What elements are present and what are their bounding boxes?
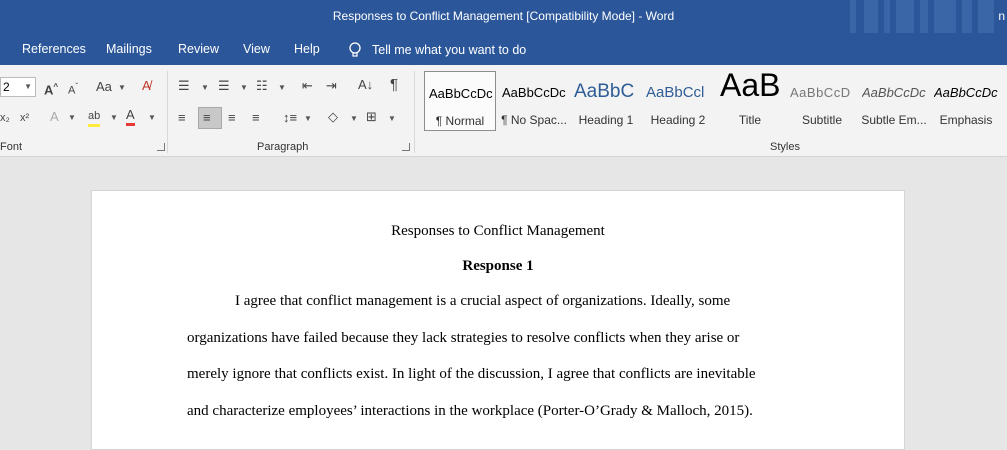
style-preview: AaB xyxy=(720,71,781,103)
borders-icon[interactable]: ⊞ xyxy=(366,109,377,124)
clear-formatting-icon[interactable]: A̸ xyxy=(142,78,151,93)
tab-references[interactable]: References xyxy=(22,42,86,56)
style-preview: AaBbC xyxy=(574,81,635,102)
style-label: Title xyxy=(738,113,762,127)
chevron-down-icon: ▼ xyxy=(148,113,156,122)
style-subtle-emphasis[interactable] xyxy=(858,71,930,131)
style-emphasis[interactable] xyxy=(930,71,1002,131)
style-heading-2[interactable] xyxy=(642,71,714,131)
response-heading: Response 1 xyxy=(462,258,534,274)
style-label: Heading 2 xyxy=(650,113,706,127)
font-dialog-launcher[interactable] xyxy=(157,143,165,151)
chevron-down-icon: ▼ xyxy=(110,113,118,122)
align-right-icon[interactable]: ≡ xyxy=(228,110,236,125)
group-separator xyxy=(414,71,415,153)
chevron-down-icon: ▼ xyxy=(304,114,312,123)
styles-gallery xyxy=(424,71,1007,135)
style-label: ¶ Normal xyxy=(435,114,485,128)
style-subtitle[interactable] xyxy=(786,71,858,131)
style-normal[interactable] xyxy=(424,71,496,131)
superscript-icon[interactable]: x² xyxy=(20,112,30,124)
paragraph-line: and characterize employees’ interactions in the workplace (Porter-O’Grady & Malloch, 2015). xyxy=(187,403,753,419)
chevron-down-icon: ▼ xyxy=(118,83,126,92)
tab-help[interactable]: Help xyxy=(294,42,320,56)
show-formatting-marks-icon[interactable]: ¶ xyxy=(390,76,399,93)
styles-group-label: Styles xyxy=(770,141,800,153)
bullets-icon[interactable]: ☰ xyxy=(178,78,190,93)
multilevel-list-icon[interactable]: ☷ xyxy=(256,78,268,93)
paragraph-line: organizations have failed because they lack strategies to resolve conflicts when they arise or xyxy=(187,330,740,346)
style-label: Emphasis xyxy=(939,113,993,127)
shading-icon[interactable]: ◇ xyxy=(328,109,338,124)
line-spacing-icon[interactable]: ↕≡ xyxy=(283,110,298,125)
highlight-icon[interactable]: ab xyxy=(88,108,100,127)
style-preview: AaBbCcD xyxy=(790,85,851,100)
style-preview: AaBbCcDc xyxy=(502,85,566,100)
subscript-icon[interactable]: x₂ xyxy=(0,112,10,124)
sort-icon[interactable]: A↓ xyxy=(358,77,374,92)
group-separator xyxy=(167,71,168,153)
home-ribbon xyxy=(0,65,1007,157)
chevron-down-icon: ▼ xyxy=(388,114,396,123)
tab-review[interactable]: Review xyxy=(178,42,219,56)
paragraph-line: I agree that conflict management is a crucial aspect of organizations. Ideally, some xyxy=(235,293,731,309)
tab-view[interactable]: View xyxy=(243,42,270,56)
window-title: Responses to Conflict Management [Compatibility Mode] - Word xyxy=(332,9,675,23)
chevron-down-icon: ▼ xyxy=(24,82,32,91)
chevron-down-icon: ▼ xyxy=(278,83,286,92)
ribbon-tabs xyxy=(0,33,1007,65)
align-center-icon[interactable]: ≡ xyxy=(203,110,211,125)
style-label: Subtle Em... xyxy=(861,113,927,127)
chevron-down-icon: ▼ xyxy=(201,83,209,92)
chevron-down-icon: ▼ xyxy=(240,83,248,92)
font-color-icon[interactable]: A xyxy=(126,107,135,126)
style-label: Heading 1 xyxy=(578,113,634,127)
align-left-icon[interactable]: ≡ xyxy=(178,110,186,125)
user-account[interactable]: n xyxy=(998,9,1005,23)
tell-me-label: Tell me what you want to do xyxy=(372,43,527,57)
style-preview: AaBbCcl xyxy=(646,84,705,101)
style-label: Subtitle xyxy=(801,113,843,127)
increase-indent-icon[interactable]: ⇥ xyxy=(326,78,337,93)
lightbulb-icon xyxy=(348,42,362,58)
style-title[interactable] xyxy=(714,71,786,131)
font-size-select[interactable] xyxy=(0,77,36,97)
paragraph-line: merely ignore that conflicts exist. In light of the discussion, I agree that conflicts are inevitable xyxy=(187,366,756,382)
tab-mailings[interactable]: Mailings xyxy=(106,42,152,56)
style-preview: AaBbCcDc xyxy=(862,85,926,100)
change-case-icon[interactable]: Aa xyxy=(96,79,112,94)
style-label: ¶ No Spac... xyxy=(501,113,567,127)
text-effects-icon[interactable]: A xyxy=(50,109,59,124)
style-heading-1[interactable] xyxy=(570,71,642,131)
style-no-spacing[interactable] xyxy=(498,71,570,131)
paragraph-dialog-launcher[interactable] xyxy=(402,143,410,151)
numbering-icon[interactable]: ☰ xyxy=(218,78,230,93)
style-preview: AaBbCcDc xyxy=(934,85,998,100)
shrink-font-icon[interactable]: $A^ˇ$ xyxy=(68,82,79,97)
font-size-value: 2 xyxy=(3,80,10,94)
document-title: Responses to Conflict Management xyxy=(391,223,605,239)
tell-me-search[interactable] xyxy=(348,42,526,58)
document-page[interactable] xyxy=(91,190,905,450)
grow-font-icon[interactable]: A^ xyxy=(44,82,59,98)
paragraph-group-label: Paragraph xyxy=(257,141,309,153)
chevron-down-icon: ▼ xyxy=(350,114,358,123)
style-preview: AaBbCcDc xyxy=(429,86,493,101)
chevron-down-icon: ▼ xyxy=(68,113,76,122)
font-group-label: Font xyxy=(0,141,23,153)
justify-icon[interactable]: ≡ xyxy=(252,110,260,125)
title-bar xyxy=(0,0,1007,33)
decrease-indent-icon[interactable]: ⇤ xyxy=(302,78,313,93)
